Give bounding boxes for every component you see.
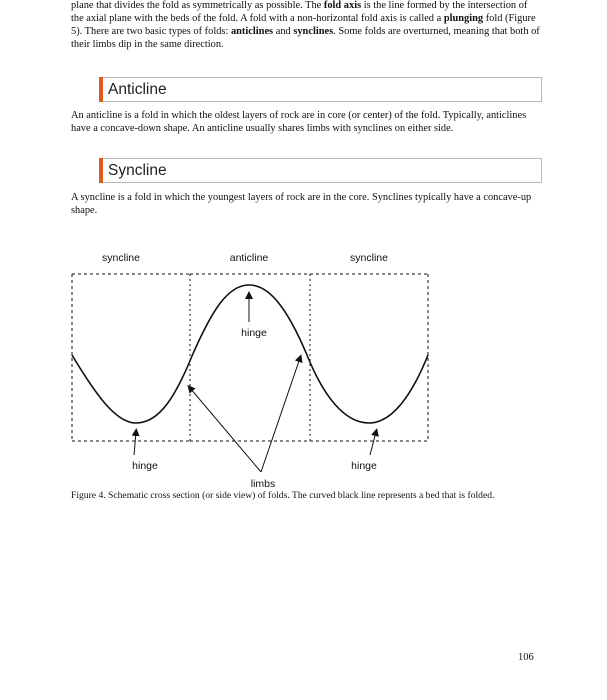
intro-paragraph: plane that divides the fold as symmetrically as possible. The fold axis is the line formed by the intersection of the axial plane with the beds of the fold. A fold with a non-horizontal fold axis is called a plunging fold (Figure 5). There are two basic types of folds: anticlines and synclines. Some folds are overturned, meaning that both of their limbs dip in the same direction. (71, 0, 540, 50)
syncline-left-box (72, 274, 190, 441)
hinge-right-arrow (370, 432, 376, 455)
dashed-fold-boxes (72, 274, 428, 441)
hinge-left-label: hinge (132, 460, 158, 472)
page-number: 106 (518, 652, 534, 663)
syncline-right-label: syncline (350, 252, 388, 264)
term-anticlines: anticlines (230, 26, 274, 37)
term-synclines: synclines (293, 26, 334, 37)
anticline-paragraph: An anticline is a fold in which the oldest layers of rock are in core (or center) of the fold. Typically, anticlines have a concave-down shape. An anticline usually shares limbs with synclines on either side. (71, 110, 527, 134)
anticline-heading-text: Anticline (108, 81, 167, 98)
syncline-paragraph: A syncline is a fold in which the youngest layers of rock are in the core. Synclines typically have a concave-up shape. (71, 192, 532, 216)
hinge-right-label: hinge (351, 460, 377, 472)
term-fold-axis: fold axis (323, 0, 362, 11)
syncline-left-label: syncline (102, 252, 140, 264)
hinge-left-arrow (134, 432, 136, 455)
fold-bed-curve (72, 285, 428, 423)
limbs-label: limbs (250, 478, 276, 490)
syncline-right-box (310, 274, 428, 441)
figure-caption: Figure 4. Schematic cross section (or side view) of folds. The curved black line represents a bed that is folded. (71, 490, 495, 501)
term-plunging: plunging (443, 13, 484, 24)
hinge-top-label: hinge (241, 327, 267, 339)
anticline-label: anticline (229, 252, 269, 264)
syncline-heading-text: Syncline (108, 162, 167, 179)
limb-right-arrow (261, 358, 300, 472)
limb-left-arrow (190, 388, 261, 472)
anticline-box (190, 274, 310, 441)
